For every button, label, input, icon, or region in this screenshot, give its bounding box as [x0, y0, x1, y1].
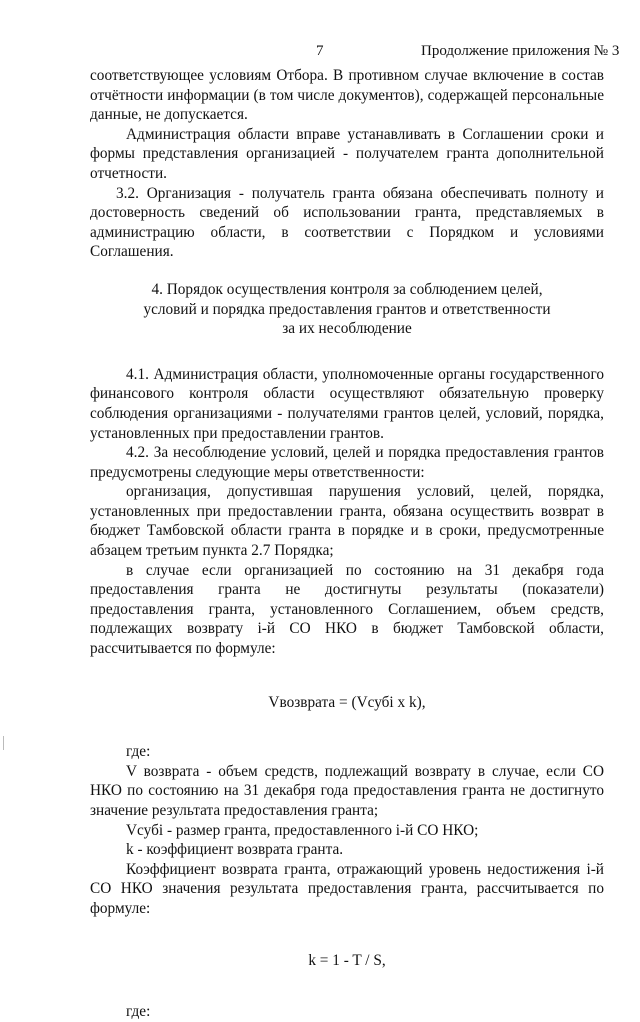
- section-heading: [90, 280, 604, 339]
- paragraph: 4.1. Администрация области, уполномоченные органы государственного финансового контроля области осуществляют обязательную проверку соблюдения организациями - получателями грантов целей, условий, порядка, установленных при предоставлении грантов.: [90, 365, 604, 442]
- paragraph: соответствующее условиям Отбора. В противном случае включение в состав отчётности информации (в том числе документов), содержащей персональные данные, не допускается.: [90, 67, 604, 124]
- scan-margin-mark: [3, 736, 4, 750]
- paragraph: организация, допустившая парушения условий, целей, порядка, установленных при предоставлении гранта, обязана осуществить возврат в бюджет Тамбовской области гранта в порядке и в сроки, предусмотренные абзацем третьим пункта 2.7 Порядка;: [90, 483, 604, 560]
- section-heading-line: условий и порядка предоставления грантов и ответственности: [143, 300, 551, 318]
- formula: k = 1 - T / S,: [308, 951, 386, 969]
- where-label: где:: [126, 1003, 151, 1021]
- paragraph: в случае если организацией по состоянию на 31 декабря года предоставления гранта не достигнуты результаты (показатели) предоставления гранта, установленного Соглашением, объем средств, подлежащих возврату i-й СО НКО в бюджет Тамбовской области, рассчитывается по формуле:: [90, 561, 604, 658]
- paragraph: Администрация области вправе устанавливать в Соглашении сроки и формы представления организацией - получателем гранта дополнительной отчетности.: [90, 125, 604, 182]
- formula: Vвозврата = (Vсубi x k),: [268, 693, 426, 711]
- definition: Vсубi - размер гранта, предоставленного i-й СО НКО;: [126, 821, 479, 839]
- document-body: [90, 66, 604, 1022]
- section-heading-line: за их несоблюдение: [282, 320, 412, 338]
- continuation-header: Продолжение приложения № 3: [421, 43, 620, 59]
- paragraph: 3.2. Организация - получатель гранта обязана обеспечивать полноту и достоверность сведений об использовании гранта, представляемых в администрацию области, в соответствии с Порядком и условиями Соглашения.: [90, 184, 604, 261]
- paragraph: Коэффициент возврата гранта, отражающий уровень недостижения i-й СО НКО значения результата предоставления гранта, рассчитывается по формуле:: [90, 860, 604, 917]
- section-heading-line: 4. Порядок осуществления контроля за соблюдением целей,: [151, 280, 543, 298]
- where-label: где:: [126, 743, 151, 761]
- definition: V возврата - объем средств, подлежащий возврату в случае, если СО НКО по состоянию на 31 декабря года предоставления гранта не достигнуто значение результата предоставления гранта;: [90, 762, 604, 819]
- definition: k - коэффициент возврата гранта.: [126, 841, 344, 859]
- paragraph: 4.2. За несоблюдение условий, целей и порядка предоставления грантов предусмотрены следующие меры ответственности:: [90, 444, 604, 481]
- page-number: 7: [316, 43, 324, 59]
